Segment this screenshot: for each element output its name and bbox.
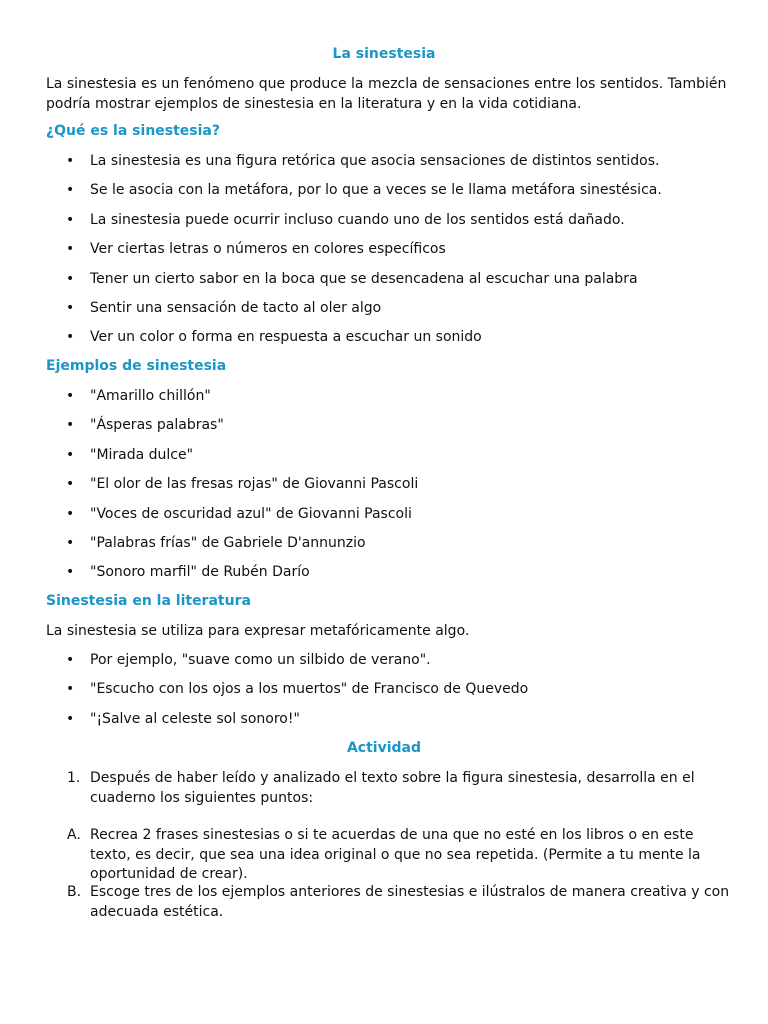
list-item: • La sinestesia es una figura retórica que asocia sensaciones de distintos sentidos. — [0, 152, 768, 181]
list-marker: B. — [67, 884, 82, 900]
ejemplos-list — [0, 387, 768, 593]
bullet-icon: • — [66, 534, 75, 551]
section-heading-que-es: ¿Qué es la sinestesia? — [46, 123, 220, 139]
page-title: La sinestesia — [332, 46, 436, 62]
list-item: • "Palabras frías" de Gabriele D'annunzio — [0, 534, 768, 563]
list-item: • "¡Salve al celeste sol sonoro!" — [0, 710, 768, 739]
list-marker: A. — [67, 827, 81, 843]
bullet-icon: • — [66, 417, 75, 434]
bullet-icon: • — [66, 652, 75, 668]
list-item: • Por ejemplo, "suave como un silbido de verano". — [0, 651, 768, 680]
activity-heading: Actividad — [346, 740, 422, 756]
section-heading-literatura: Sinestesia en la literatura — [46, 593, 251, 609]
bullet-icon: • — [66, 270, 75, 287]
list-item: • Tener un cierto sabor en la boca que se desencadena al escuchar una palabra — [0, 270, 768, 299]
list-item: • La sinestesia puede ocurrir incluso cuando uno de los sentidos está dañado. — [0, 211, 768, 240]
section-heading-ejemplos: Ejemplos de sinestesia — [46, 358, 227, 374]
intro-paragraph: La sinestesia es un fenómeno que produce la mezcla de sensaciones entre los sentidos. También podría mostrar ejemplos de sinestesia en la literatura y en la vida cotidiana. — [46, 76, 727, 112]
bullet-icon: • — [66, 681, 75, 698]
bullet-icon: • — [66, 710, 75, 727]
bullet-icon: • — [66, 329, 75, 346]
bullet-icon: • — [66, 505, 75, 522]
list-item: • "Ásperas palabras" — [0, 416, 768, 445]
list-item: • "Sonoro marfil" de Rubén Darío — [0, 563, 768, 592]
list-marker: 1. — [67, 770, 81, 786]
list-item: • "Escucho con los ojos a los muertos" de Francisco de Quevedo — [0, 680, 768, 709]
bullet-icon: • — [66, 299, 75, 316]
list-item: • "Voces de oscuridad azul" de Giovanni Pascoli — [0, 505, 768, 534]
list-item: • "El olor de las fresas rojas" de Giovanni Pascoli — [0, 475, 768, 504]
literatura-list — [0, 651, 768, 739]
list-item: • Ver ciertas letras o números en colores específicos — [0, 240, 768, 269]
bullet-icon: • — [66, 182, 75, 199]
literatura-paragraph: La sinestesia se utiliza para expresar metafóricamente algo. — [46, 623, 470, 639]
que-es-list — [0, 152, 768, 358]
list-item: • Sentir una sensación de tacto al oler algo — [0, 299, 768, 328]
list-item: • Ver un color o forma en respuesta a escuchar un sonido — [0, 328, 768, 357]
bullet-icon: • — [66, 476, 75, 493]
bullet-icon: • — [66, 241, 75, 258]
list-item: • Se le asocia con la metáfora, por lo que a veces se le llama metáfora sinestésica. — [0, 181, 768, 210]
bullet-icon: • — [66, 388, 75, 404]
list-item: • "Amarillo chillón" — [0, 387, 768, 416]
bullet-icon: • — [66, 153, 75, 169]
list-item: • "Mirada dulce" — [0, 446, 768, 475]
bullet-icon: • — [66, 211, 75, 228]
bullet-icon: • — [66, 446, 75, 463]
document-page: La sinestesia La sinestesia es un fenómeno que produce la mezcla de sensaciones entre los sentidos. También podría mostrar ejemplos de sinestesia en la literatura y en la vida cotidiana. ¿Qué es la sinestesia? • La sinestesia es una figura retórica que asocia sensaciones de distintos sentidos. • Se le asocia con la metáfora, por lo que a veces se le llama metáfora sinestésica. • La sinestesia puede ocurrir incluso cuando uno de los sentidos está dañado. • Ver ciertas letras o números en colores específicos • Tener un cierto sabor en la boca que se desencadena al escuchar una palabra • Sentir una sensación de tacto al oler algo • Ver un color o forma en respuesta a escuchar un sonido Ejemplos de sinestesia • "Amarillo chillón" • "Ásperas palabras" • "Mirada dulce" • "El olor de las fresas rojas" de Giovanni Pascoli • "Voces de oscuridad azul" de Giovanni Pascoli • "Palabras frías" de Gabriele D'annunzio • "Sonoro marfil" de Rubén Darío Sinestesia en la literatura La sinestesia se utiliza para expresar metafóricamente algo. • Por ejemplo, "suave como un silbido de verano". • "Escucho con los ojos a los muertos" de Francisco de Quevedo • "¡Salve al celeste sol sonoro!" Actividad 1. Después de haber leído y analizado el texto sobre la figura sinestesia, desarrolla en el cuaderno los siguientes puntos: A. Recrea 2 frases sinestesias o si te acuerdas de una que no esté en los libros o en este texto, es decir, que sea una idea original o que no sea repetida. (Permite a tu mente la oportunidad de crear). B. Escoge tres de los ejemplos anteriores de sinestesias e ilústralos de manera creativa y con adecuada estética. — [0, 0, 768, 1024]
bullet-icon: • — [66, 564, 75, 581]
